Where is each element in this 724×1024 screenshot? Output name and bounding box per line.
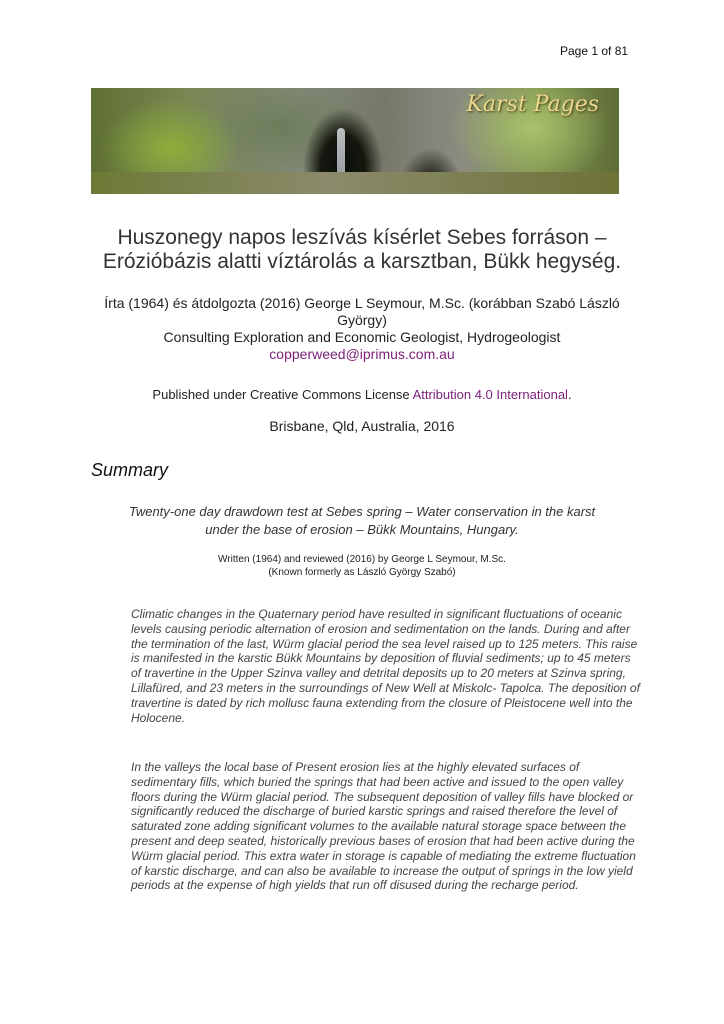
english-title-line-2: under the base of erosion – Bükk Mountains, Hungary. (205, 522, 519, 537)
author-line-3: Consulting Exploration and Economic Geologist, Hydrogeologist (163, 329, 561, 345)
waterfall-graphic (337, 128, 345, 178)
summary-heading: Summary (91, 460, 169, 480)
ground-graphic (91, 172, 619, 194)
document-title (60, 226, 664, 274)
english-title-line-1: Twenty-one day drawdown test at Sebes spring – Water conservation in the karst (128, 504, 596, 519)
english-author (60, 553, 664, 579)
summary-paragraph-1: Climatic changes in the Quaternary period have resulted in significant fluctuations of oceanic levels causing periodic alternation of erosion and sedimentation on the lands. During and after the termination of the last, Würm glacial period the sea level raised up to 125 meters. This raise is manifested in the karstic Bükk Mountains by deposition of fluvial sediments; up to 45 meters of travertine in the Upper Szinva valley and detrital deposits up to 20 meters at Szinva spring, Lillafüred, and 23 meters in the surroundings of New Well at Miskolc- Tapolca. The deposition of travertine is dated by rich mollusc fauna extending from the closure of Pleistocene well into the Holocene. (131, 607, 640, 725)
author-email-link[interactable]: copperweed@iprimus.com.au (269, 346, 455, 362)
header-banner-image (91, 88, 619, 194)
place-date: Brisbane, Qld, Australia, 2016 (269, 418, 455, 434)
summary-paragraph-2: In the valleys the local base of Present erosion lies at the highly elevated surfaces of sedimentary fills, which buried the springs that had been active and issued to the open valley floors during the Würm glacial period. The subsequent deposition of valley fills have blocked or significantly reduced the discharge of buried karstic springs and raised therefore the level of saturated zone adding significant volumes to the available natural storage space between the present and deep seated, historically previous bases of erosion that had been active during the Würm glacial period. This extra water in storage is capable of mediating the extreme fluctuation of karstic discharge, and can also be available to increase the output of springs in the low yield periods at the expense of high yields that run off disused during the recharge period. (131, 760, 636, 893)
author-block (60, 295, 664, 363)
license-link[interactable]: Attribution 4.0 International (412, 387, 568, 402)
title-line-1: Huszonegy napos leszívás kísérlet Sebes forráson – (117, 226, 607, 249)
license-prefix: Published under Creative Commons License (152, 387, 413, 402)
english-author-line-1: Written (1964) and reviewed (2016) by George L Seymour, M.Sc. (218, 554, 506, 565)
author-line-2: György) (337, 312, 387, 328)
license-statement (60, 387, 664, 402)
english-author-line-2: (Known formerly as László György Szabó) (268, 567, 456, 578)
karst-pages-logo: Karst Pages (466, 92, 599, 117)
title-line-2: Erózióbázis alatti víztárolás a karsztban, Bükk hegység. (102, 250, 622, 273)
english-title (80, 503, 644, 539)
page-number: Page 1 of 81 (560, 44, 629, 58)
license-suffix: . (567, 387, 572, 402)
author-line-1: Írta (1964) és átdolgozta (2016) George L Seymour, M.Sc. (korábban Szabó László (104, 295, 620, 311)
